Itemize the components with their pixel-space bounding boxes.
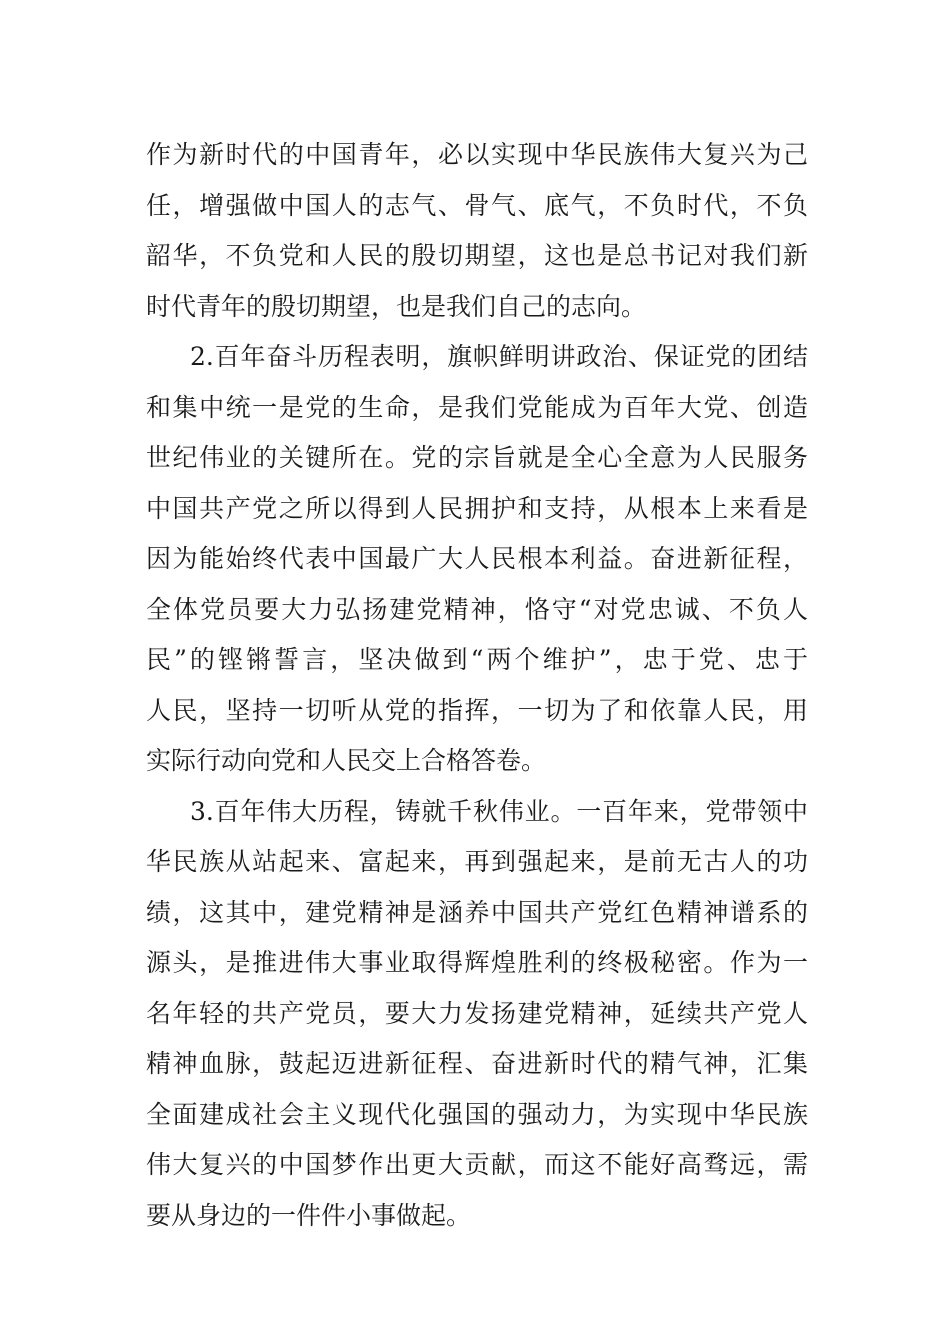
paragraph-line: 世纪伟业的关键所在。党的宗旨就是全心全意为人民服务 <box>146 443 808 472</box>
paragraph-line: 绩，这其中，建党精神是涵养中国共产党红色精神谱系的 <box>146 897 808 927</box>
paragraph-2 <box>146 332 808 787</box>
paragraph-3 <box>146 787 808 1242</box>
paragraph-line: 和集中统一是党的生命，是我们党能成为百年大党、创造 <box>146 392 808 422</box>
paragraph-line: 作为新时代的中国青年，必以实现中华民族伟大复兴为己 <box>146 140 808 169</box>
paragraph-line: 实际行动向党和人民交上合格答卷。 <box>146 746 547 775</box>
paragraph-line: 华民族从站起来、富起来，再到强起来，是前无古人的功 <box>146 847 808 876</box>
paragraph-line: 2.百年奋斗历程表明，旗帜鲜明讲政治、保证党的团结 <box>190 342 808 371</box>
paragraph-line: 时代青年的殷切期望，也是我们自己的志向。 <box>146 291 647 321</box>
paragraph-line: 因为能始终代表中国最广大人民根本利益。奋进新征程， <box>146 544 808 573</box>
document-page <box>146 130 808 1241</box>
paragraph-1 <box>146 130 808 332</box>
paragraph-line: 任，增强做中国人的志气、骨气、底气，不负时代，不负 <box>146 190 808 220</box>
paragraph-line: 民”的铿锵誓言，坚决做到“两个维护”，忠于党、忠于 <box>146 645 808 674</box>
paragraph-line: 中国共产党之所以得到人民拥护和支持，从根本上来看是 <box>146 493 808 523</box>
paragraph-line: 全体党员要大力弘扬建党精神，恪守“对党忠诚、不负人 <box>146 594 808 624</box>
paragraph-line: 要从身边的一件件小事做起。 <box>146 1200 472 1230</box>
paragraph-line: 源头，是推进伟大事业取得辉煌胜利的终极秘密。作为一 <box>146 948 808 977</box>
paragraph-line: 名年轻的共产党员，要大力发扬建党精神，延续共产党人 <box>146 998 808 1028</box>
paragraph-line: 伟大复兴的中国梦作出更大贡献，而这不能好高骛远，需 <box>146 1150 808 1179</box>
paragraph-line: 精神血脉，鼓起迈进新征程、奋进新时代的精气神，汇集 <box>146 1049 808 1078</box>
paragraph-line: 3.百年伟大历程，铸就千秋伟业。一百年来，党带领中 <box>190 796 808 826</box>
paragraph-line: 全面建成社会主义现代化强国的强动力，为实现中华民族 <box>146 1099 808 1129</box>
paragraph-line: 人民，坚持一切听从党的指挥，一切为了和依靠人民，用 <box>146 695 808 725</box>
paragraph-line: 韶华，不负党和人民的殷切期望，这也是总书记对我们新 <box>146 241 808 270</box>
